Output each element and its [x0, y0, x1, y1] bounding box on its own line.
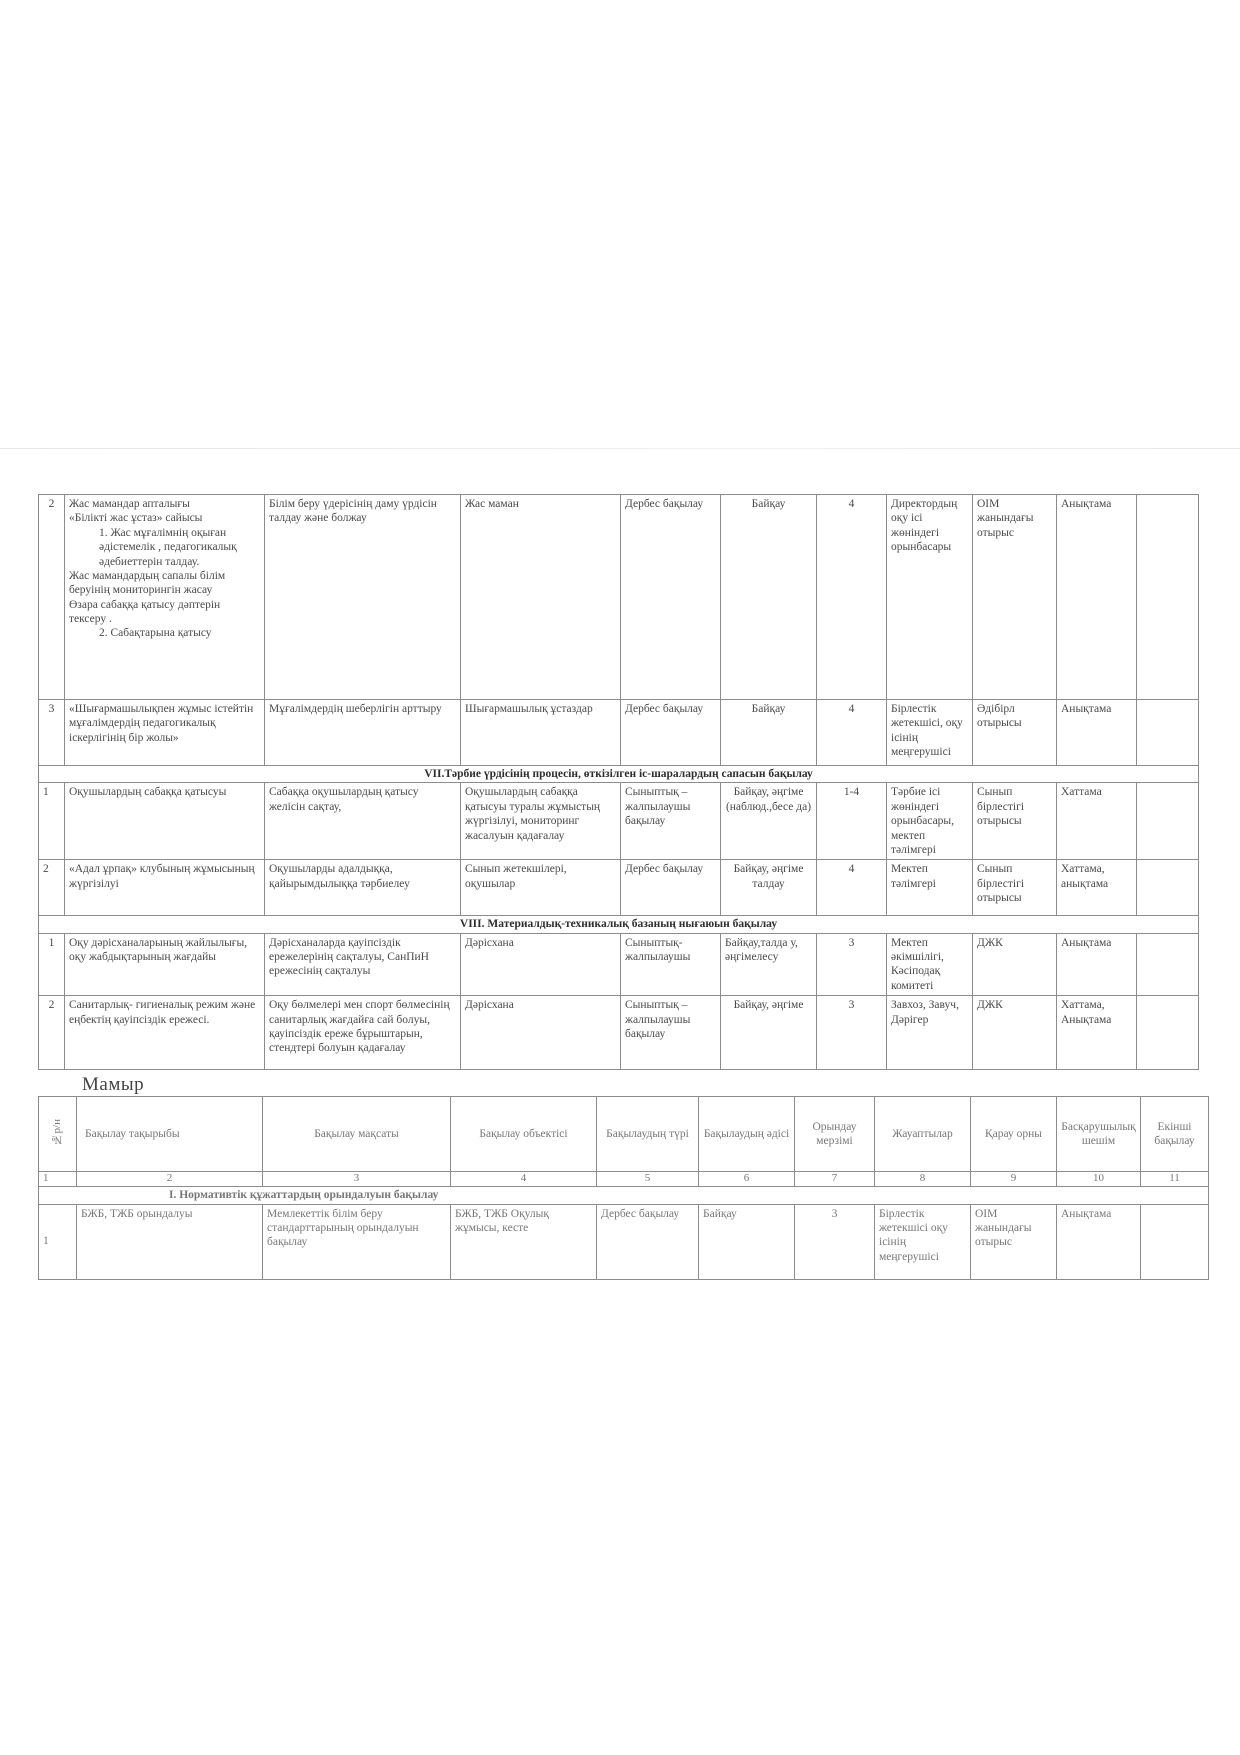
- section-heading: I. Нормативтік құжаттардың орындалуын бақылау: [39, 1187, 1209, 1204]
- may-plan-table: [38, 1096, 1209, 1279]
- control-topic: Санитарлық- гигиеналық режим және еңбектің қауіпсіздік ережесі.: [65, 996, 265, 1070]
- document-sheet: [38, 494, 1232, 1280]
- row-number: 2: [39, 996, 65, 1070]
- control-method: Байқау: [721, 700, 817, 766]
- top-plan-table: [38, 494, 1199, 1070]
- review-place: ОІМ жанындағы отырыс: [973, 495, 1057, 700]
- row-number: 1: [39, 1204, 77, 1279]
- index-cell: 10: [1057, 1172, 1141, 1187]
- responsible: Директордың оқу ісі жөніндегі орынбасары: [887, 495, 973, 700]
- table-row: [39, 933, 1199, 996]
- row-number: 1: [39, 933, 65, 996]
- topic-line: Жас мамандардың сапалы білім беруінің мониторингін жасау: [69, 569, 226, 597]
- topic-line: 1. Жас мұғалімнің оқыған әдістемелік , педагогикалық әдебиеттерін талдау.: [99, 526, 237, 568]
- control-type: Дербес бақылау: [621, 860, 721, 916]
- control-object: Дәрісхана: [461, 933, 621, 996]
- control-goal: Білім беру үдерісінің даму үрдісін талдау және болжау: [265, 495, 461, 700]
- management-decision: Анықтама: [1057, 1204, 1141, 1279]
- index-cell: 4: [451, 1172, 597, 1187]
- control-object: Оқушылардың сабаққа қатысуы туралы жұмыстың жүргізілуі, мониторинг жасалуын қадағалау: [461, 783, 621, 860]
- responsible: Тәрбие ісі жөніндегі орынбасары, мектеп тәлімгері: [887, 783, 973, 860]
- control-topic: Оқу дәрісханаларының жайлылығы, оқу жабдықтарының жағдайы: [65, 933, 265, 996]
- header-cell: Бақылау тақырыбы: [77, 1097, 263, 1172]
- review-place: ДЖК: [973, 933, 1057, 996]
- review-place: Сынып бірлестігі отырысы: [973, 860, 1057, 916]
- table-row: [39, 700, 1199, 766]
- control-object: БЖБ, ТЖБ Оқулық жұмысы, кесте: [451, 1204, 597, 1279]
- topic-line: Жас мамандар апталығы: [69, 498, 190, 510]
- second-control: [1137, 996, 1199, 1070]
- second-control: [1137, 933, 1199, 996]
- review-place: ДЖК: [973, 996, 1057, 1070]
- control-goal: Мұғалімдердің шеберлігін арттыру: [265, 700, 461, 766]
- control-topic: «Шығармашылықпен жұмыс істейтін мұғалімдердің педагогикалық іскерлігінің бір жолы»: [65, 700, 265, 766]
- index-cell: 5: [597, 1172, 699, 1187]
- header-num: [39, 1097, 77, 1172]
- index-cell: 9: [971, 1172, 1057, 1187]
- month-title: Мамыр: [82, 1074, 145, 1096]
- index-cell: 7: [795, 1172, 875, 1187]
- control-goal: Сабаққа оқушылардың қатысу желісін сақтау,: [265, 783, 461, 860]
- responsible: Бірлестік жетекшісі оқу ісінің меңгерушісі: [875, 1204, 971, 1279]
- control-type: Дербес бақылау: [597, 1204, 699, 1279]
- control-type: Дербес бақылау: [621, 700, 721, 766]
- control-period: 3: [817, 933, 887, 996]
- header-num-label: №р/н: [50, 1118, 63, 1146]
- responsible: Завхоз, Завуч, Дәрігер: [887, 996, 973, 1070]
- review-place: Әдібірл отырысы: [973, 700, 1057, 766]
- control-object: Сынып жетекшілері, оқушылар: [461, 860, 621, 916]
- header-cell: Жауаптылар: [875, 1097, 971, 1172]
- control-period: 3: [817, 996, 887, 1070]
- second-control: [1137, 860, 1199, 916]
- control-method: Байқау: [721, 495, 817, 700]
- responsible: Бірлестік жетекшісі, оқу ісінің меңгерушісі: [887, 700, 973, 766]
- table-row: [39, 783, 1199, 860]
- second-control: [1137, 700, 1199, 766]
- management-decision: Хаттама, Анықтама: [1057, 996, 1137, 1070]
- second-control: [1137, 495, 1199, 700]
- row-number: 3: [39, 700, 65, 766]
- control-method: Байқау, әңгіме талдау: [721, 860, 817, 916]
- control-period: 4: [817, 495, 887, 700]
- control-goal: Дәрісханаларда қауіпсіздік ережелерінің сақталуы, СанПиН ережесінің сақталуы: [265, 933, 461, 996]
- header-cell: Бақылау мақсаты: [263, 1097, 451, 1172]
- second-control: [1137, 783, 1199, 860]
- table-row: [39, 860, 1199, 916]
- table-row: [39, 495, 1199, 700]
- control-topic: «Адал ұрпақ» клубының жұмысының жүргізілуі: [65, 860, 265, 916]
- responsible: Мектеп тәлімгері: [887, 860, 973, 916]
- control-type: Дербес бақылау: [621, 495, 721, 700]
- header-row: [39, 1097, 1209, 1172]
- control-goal: Мемлекеттік білім беру стандарттарының орындалуын бақылау: [263, 1204, 451, 1279]
- header-cell: Екінші бақылау: [1141, 1097, 1209, 1172]
- section-heading-row: [39, 916, 1199, 933]
- table-row: [39, 996, 1199, 1070]
- responsible: Мектеп әкімшілігі, Кәсіподақ комитеті: [887, 933, 973, 996]
- control-method: Байқау: [699, 1204, 795, 1279]
- header-cell: Қарау орны: [971, 1097, 1057, 1172]
- control-type: Сыныптық – жалпылаушы бақылау: [621, 783, 721, 860]
- topic-line: «Білікті жас ұстаз» сайысы: [69, 512, 203, 525]
- control-goal: Оқушыларды адалдыққа, қайырымдылыққа тәрбиелеу: [265, 860, 461, 916]
- control-period: 4: [817, 860, 887, 916]
- control-object: Жас маман: [461, 495, 621, 700]
- control-period: 1-4: [817, 783, 887, 860]
- section-heading-row: [39, 766, 1199, 783]
- management-decision: Анықтама: [1057, 700, 1137, 766]
- control-type: Сыныптық-жалпылаушы: [621, 933, 721, 996]
- control-method: Байқау,талда у, әңгімелесу: [721, 933, 817, 996]
- review-place: ОІМ жанындағы отырыс: [971, 1204, 1057, 1279]
- index-row: [39, 1172, 1209, 1187]
- index-cell: 2: [77, 1172, 263, 1187]
- index-cell: 1: [39, 1172, 77, 1187]
- control-object: Дәрісхана: [461, 996, 621, 1070]
- control-method: Байқау, әңгіме: [721, 996, 817, 1070]
- index-cell: 3: [263, 1172, 451, 1187]
- section-heading: VIII. Материалдық-техникалық базаның нығаюын бақылау: [39, 916, 1199, 933]
- control-topic: Оқушылардың сабаққа қатысуы: [65, 783, 265, 860]
- scan-edge: [0, 448, 1240, 449]
- table-row: [39, 1204, 1209, 1279]
- control-object: Шығармашылық ұстаздар: [461, 700, 621, 766]
- topic-line: 2. Сабақтарына қатысу: [99, 627, 212, 640]
- review-place: Сынып бірлестігі отырысы: [973, 783, 1057, 860]
- management-decision: Анықтама: [1057, 495, 1137, 700]
- second-control: [1141, 1204, 1209, 1279]
- row-number: 2: [39, 860, 65, 916]
- header-cell: Бақылау объектісі: [451, 1097, 597, 1172]
- control-goal: Оқу бөлмелері мен спорт бөлмесінің санитарлық жағдайға сай болуы, қауіпсіздік ереже бұрыштарын, стендтері болуын қадағалау: [265, 996, 461, 1070]
- control-period: 4: [817, 700, 887, 766]
- index-cell: 8: [875, 1172, 971, 1187]
- index-cell: 6: [699, 1172, 795, 1187]
- section-heading-row: [39, 1187, 1209, 1204]
- header-cell: Бақылаудың түрі: [597, 1097, 699, 1172]
- header-cell: Орындау мерзімі: [795, 1097, 875, 1172]
- control-topic: БЖБ, ТЖБ орындалуы: [77, 1204, 263, 1279]
- section-heading: VII.Тәрбие үрдісінің процесін, өткізілген іс-шаралардың сапасын бақылау: [39, 766, 1199, 783]
- control-topic: [65, 495, 265, 700]
- control-period: 3: [795, 1204, 875, 1279]
- management-decision: Анықтама: [1057, 933, 1137, 996]
- management-decision: Хаттама: [1057, 783, 1137, 860]
- header-cell: Бақылаудың әдісі: [699, 1097, 795, 1172]
- row-number: 2: [39, 495, 65, 700]
- row-number: 1: [39, 783, 65, 860]
- header-cell: Басқарушылық шешім: [1057, 1097, 1141, 1172]
- topic-line: Өзара сабаққа қатысу дәптерін тексеру .: [69, 598, 221, 625]
- control-type: Сыныптық – жалпылаушы бақылау: [621, 996, 721, 1070]
- management-decision: Хаттама, анықтама: [1057, 860, 1137, 916]
- control-method: Байқау, әңгіме (наблюд.,бесе да): [721, 783, 817, 860]
- index-cell: 11: [1141, 1172, 1209, 1187]
